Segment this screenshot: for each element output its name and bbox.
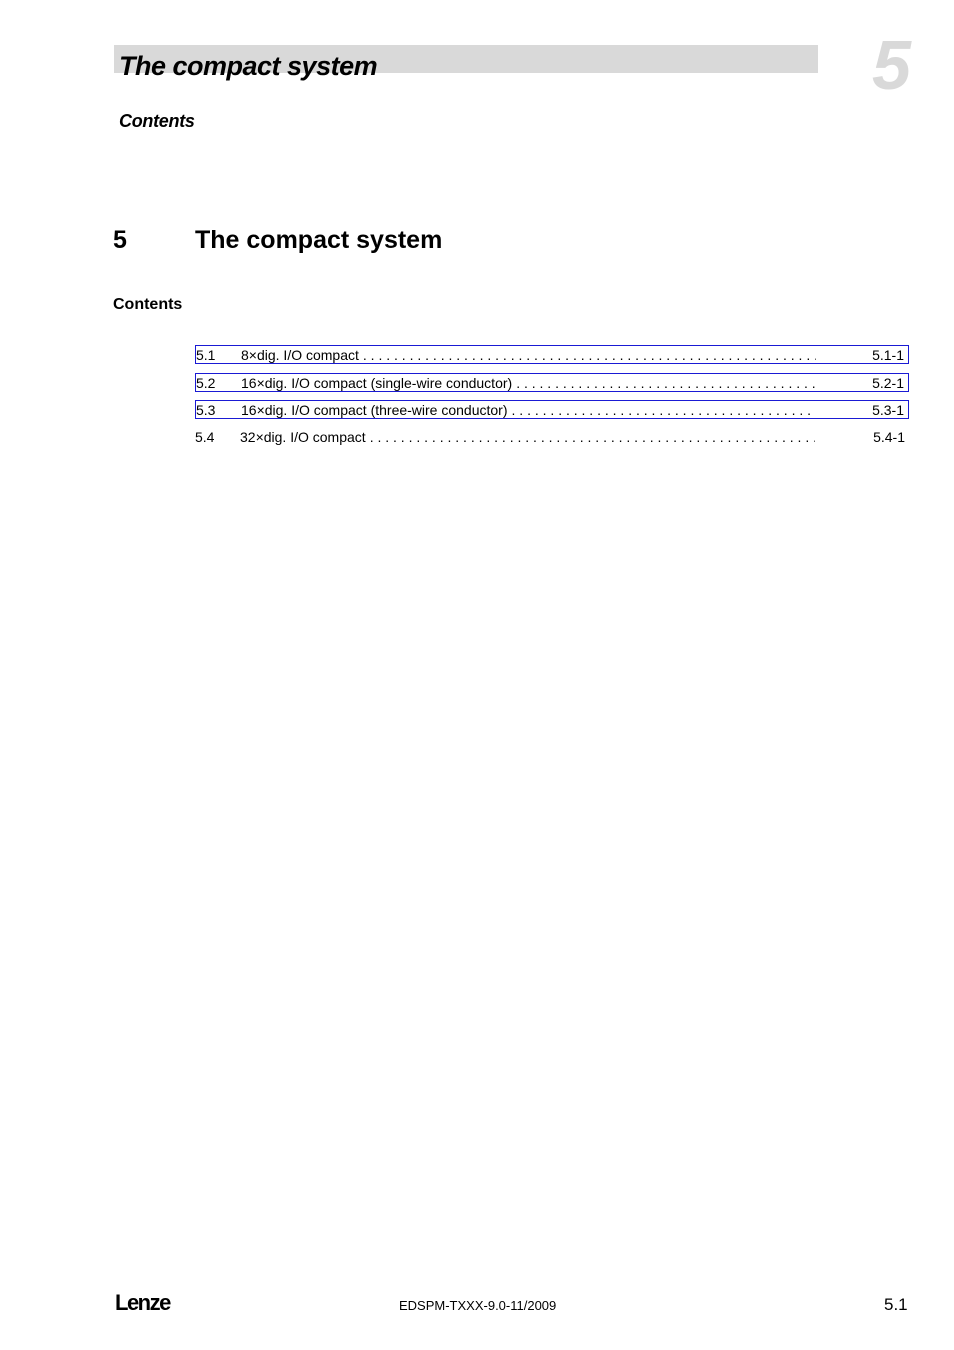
lenze-logo: Lenze: [115, 1290, 170, 1315]
toc-entry-title: 16×dig. I/O compact (single-wire conductor) . . .: [241, 374, 816, 393]
toc-entry-page: 5.1-1: [872, 347, 904, 363]
contents-heading: Contents: [113, 296, 183, 313]
page-number: 5.1: [884, 1295, 908, 1314]
toc-entry-title: 8×dig. I/O compact . . .: [241, 346, 816, 365]
running-header-subtitle: Contents: [119, 111, 195, 131]
toc-entry-5-3[interactable]: [195, 400, 909, 419]
toc-entry-number: 5.1: [196, 347, 216, 363]
toc-entry-page: 5.2-1: [872, 374, 904, 391]
running-header-title: The compact system: [119, 51, 378, 81]
toc-entry-title: 32×dig. I/O compact . . .: [240, 428, 815, 447]
toc-entry-number: 5.2: [196, 374, 216, 391]
chapter-number: 5: [872, 26, 911, 104]
toc-entry-page: 5.3-1: [872, 402, 904, 418]
toc-entry-5-2[interactable]: [195, 373, 909, 392]
toc-entry-title: 16×dig. I/O compact (three-wire conductor) . . .: [241, 401, 816, 420]
section-number: 5: [113, 226, 127, 254]
toc-entry-number: 5.3: [196, 402, 216, 418]
toc-entry-5-4: [195, 428, 909, 447]
toc-entry-5-1[interactable]: [195, 345, 909, 364]
table-of-contents: [195, 345, 909, 455]
section-title: The compact system: [195, 226, 443, 254]
toc-entry-page: 5.4-1: [873, 428, 905, 445]
document-id: EDSPM-TXXX-9.0-11/2009: [399, 1298, 557, 1313]
toc-entry-number: 5.4: [195, 428, 215, 445]
